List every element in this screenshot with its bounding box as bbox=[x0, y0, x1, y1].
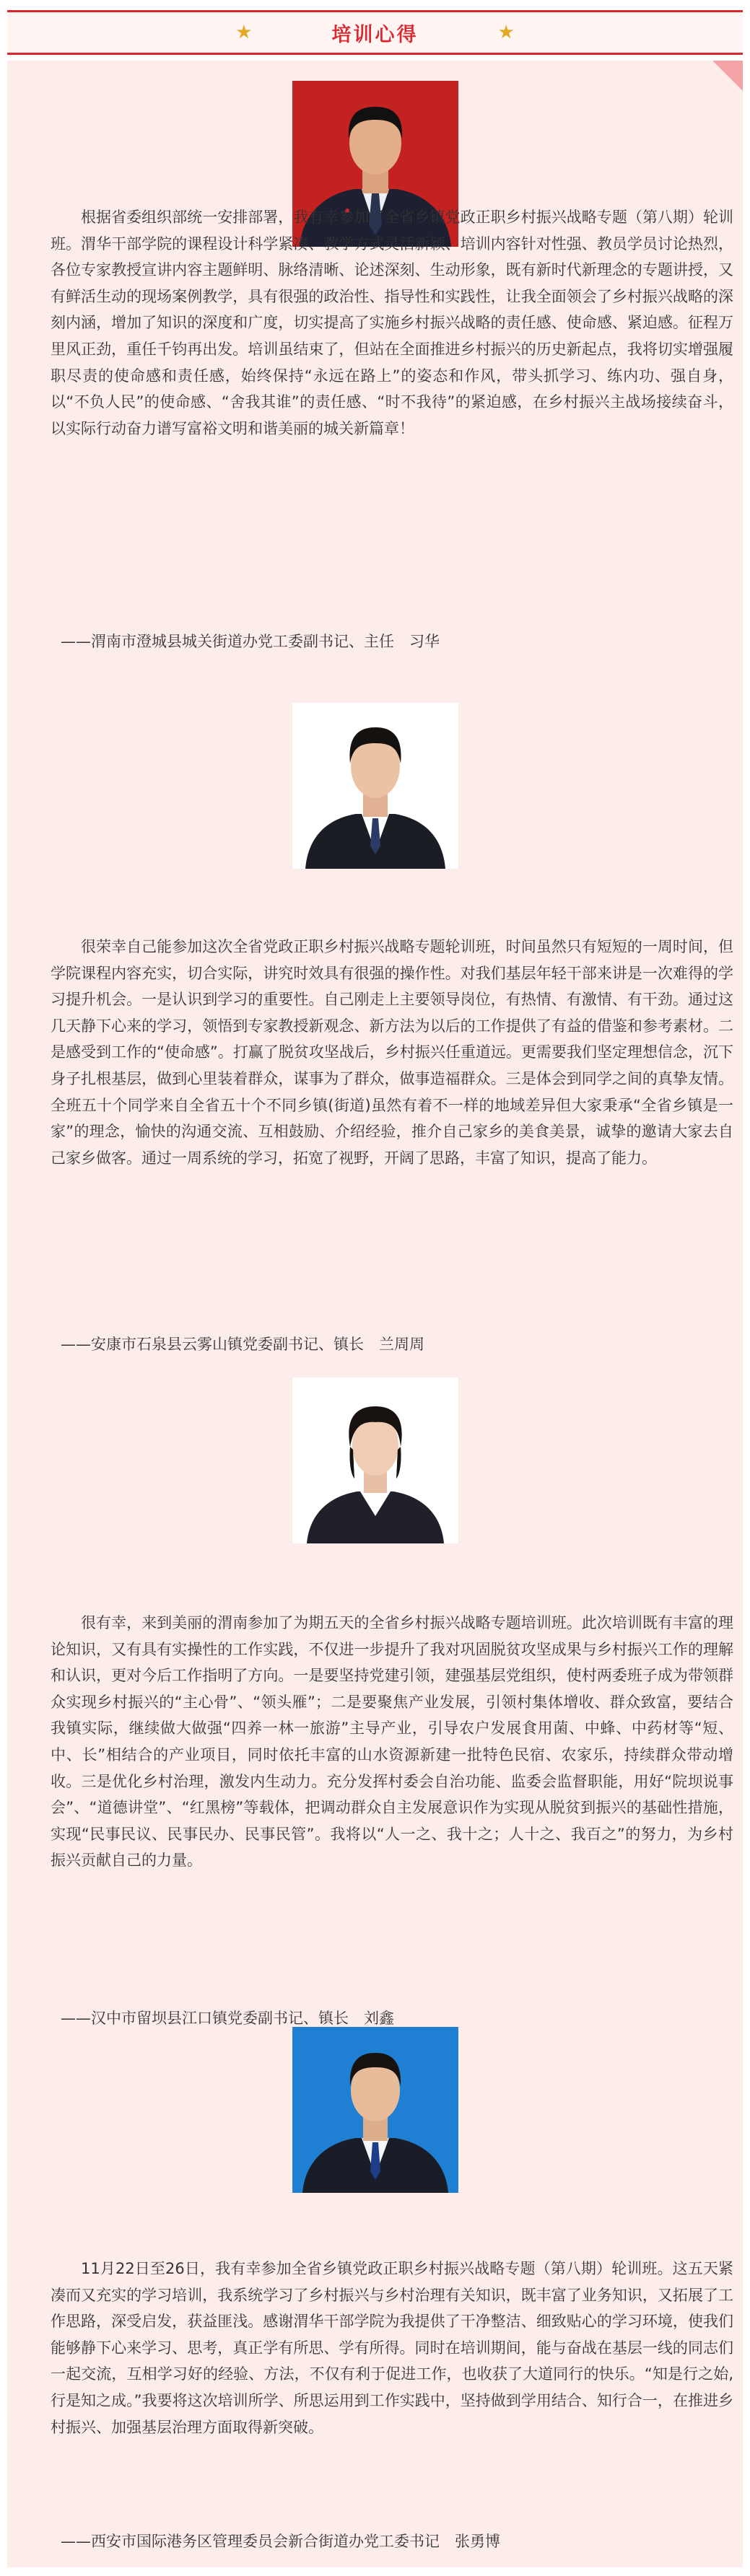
portrait-photo bbox=[292, 1377, 458, 1543]
portrait-photo bbox=[292, 703, 458, 869]
corner-triangle-decoration bbox=[712, 61, 743, 91]
testimonial-signature: ——安康市石泉县云雾山镇党委副书记、镇长 兰周周 bbox=[61, 1336, 424, 1353]
testimonial-signature: ——渭南市澄城县城关街道办党工委副书记、主任 习华 bbox=[61, 633, 440, 650]
testimonial-paragraph: 很有幸，来到美丽的渭南参加了为期五天的全省乡村振兴战略专题培训班。此次培训既有丰富的理论知识，又有具有实操性的工作实践，不仅进一步提升了我对巩固脱贫攻坚成果与乡村振兴工作的理解和认识，更对今后工作指明了方向。一是要坚持党建引领，建强基层党组织，使村两委班子成为带领群众实现乡村振兴的“主心骨”、“领头雁”；二是要聚焦产业发展，引领村集体增收、群众致富，要结合我镇实际，继续做大做强“四养一林一旅游”主导产业，引导农户发展食用菌、中蜂、中药材等“短、中、长”相结合的产业项目，同时依托丰富的山水资源新建一批特色民宿、农家乐，持续群众带动增收。三是优化乡村治理，激发内生动力。充分发挥村委会自治功能、监委会监督职能，用好“院坝说事会”、“道德讲堂”、“红黑榜”等载体，把调动群众自主发展意识作为实现从脱贫到振兴的基础性措施，实现“民事民议、民事民办、民事民管”。我将以“人一之、我十之；人十之、我百之”的努力，为乡村振兴贡献自己的力量。 bbox=[51, 1614, 733, 1870]
testimonial-signature: ——西安市国际港务区管理委员会新合街道办党工委书记 张勇博 bbox=[61, 2533, 500, 2550]
header-bottom-rule bbox=[7, 53, 743, 55]
star-icon: ★ bbox=[497, 22, 515, 43]
section-title: 培训心得 bbox=[331, 23, 419, 46]
header-banner bbox=[7, 12, 743, 53]
star-icon: ★ bbox=[235, 22, 253, 43]
section-header bbox=[7, 10, 743, 55]
portrait-photo bbox=[292, 2027, 458, 2193]
testimonial-signature: ——汉中市留坝县江口镇党委副书记、镇长 刘鑫 bbox=[61, 2010, 394, 2027]
testimonial-paragraph: 11月22日至26日，我有幸参加全省乡镇党政正职乡村振兴战略专题（第八期）轮训班。这五天紧凑而又充实的学习培训，我系统学习了乡村振兴与乡村治理有关知识，既丰富了业务知识，又拓展了工作思路，深受启发，获益匪浅。感谢渭华干部学院为我提供了干净整洁、细致贴心的学习环境，使我们能够静下心来学习、思考，真正学有所思、学有所得。同时在培训期间，能与奋战在基层一线的同志们一起交流，互相学习好的经验、方法，不仅有利于促进工作，也收获了大道同行的快乐。“知是行之始,行是知之成。”我要将这次培训所学、所思运用到工作实践中，坚持做到学用结合、知行合一，在推进乡村振兴、加强基层治理方面取得新突破。 bbox=[51, 2260, 733, 2436]
content-panel bbox=[7, 61, 743, 2567]
testimonial-paragraph: 很荣幸自己能参加这次全省党政正职乡村振兴战略专题轮训班，时间虽然只有短短的一周时间，但学院课程内容充实，切合实际，讲究时效具有很强的操作性。对我们基层年轻干部来讲是一次难得的学习提升机会。一是认识到学习的重要性。自己刚走上主要领导岗位，有热情、有激情、有干劲。通过这几天静下心来的学习，领悟到专家教授新观念、新方法为以后的工作提供了有益的借鉴和参考素材。二是感受到工作的“使命感”。打赢了脱贫攻坚战后，乡村振兴任重道远。更需要我们坚定理想信念，沉下身子扎根基层，做到心里装着群众，谋事为了群众，做事造福群众。三是体会到同学之间的真挚友情。全班五十个同学来自全省五十个不同乡镇(街道)虽然有着不一样的地域差异但大家秉承“全省乡镇是一家”的理念，愉快的沟通交流、互相鼓励、介绍经验，推介自己家乡的美食美景，诚挚的邀请大家去自己家乡做客。通过一周系统的学习，拓宽了视野，开阔了思路，丰富了知识，提高了能力。 bbox=[51, 938, 733, 1167]
testimonial-paragraph: 根据省委组织部统一安排部署，我有幸参加了全省乡镇党政正职乡村振兴战略专题（第八期）轮训班。渭华干部学院的课程设计科学紧凑、教学方式灵活新颖、培训内容针对性强、教员学员讨论热烈，各位专家教授宣讲内容主题鲜明、脉络清晰、论述深刻、生动形象，既有新时代新理念的专题讲授，又有鲜活生动的现场案例教学，具有很强的政治性、指导性和实践性，让我全面领会了乡村振兴战略的深刻内涵，增加了知识的深度和广度，切实提高了实施乡村振兴战略的责任感、使命感、紧迫感。征程万里风正劲，重任千钧再出发。培训虽结束了，但站在全面推进乡村振兴的历史新起点，我将切实增强履职尽责的使命感和责任感，始终保持“永远在路上”的姿态和作风，带头抓学习、练内功、强自身，以“不负人民”的使命感、“舍我其谁”的责任感、“时不我待”的紧迫感，在乡村振兴主战场接续奋斗，以实际行动奋力谱写富裕文明和谐美丽的城关新篇章！ bbox=[51, 209, 733, 437]
